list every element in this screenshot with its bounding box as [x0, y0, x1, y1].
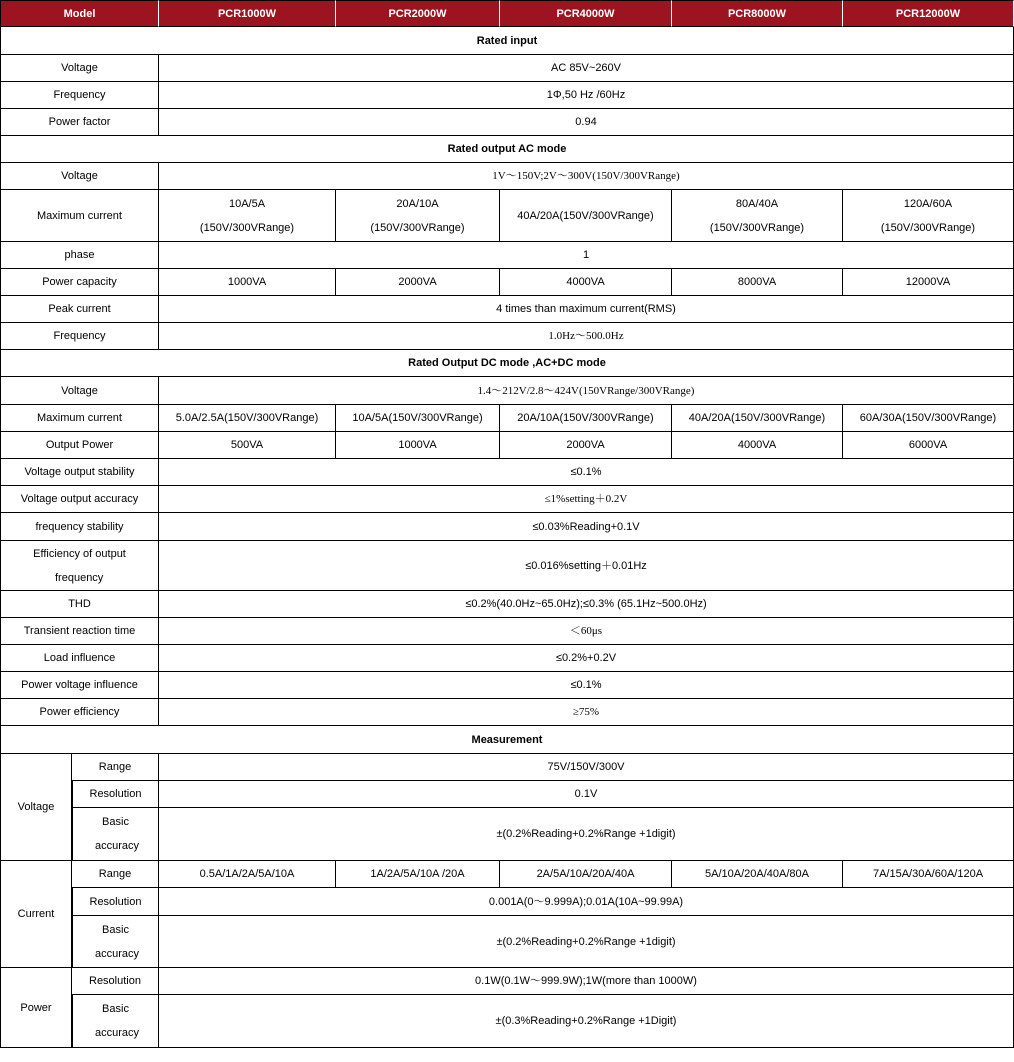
row-label: Voltage: [0, 55, 159, 82]
cell-value: [336, 190, 500, 242]
row-label: [0, 541, 159, 591]
row-label: phase: [0, 242, 159, 269]
row-label: Voltage: [0, 377, 159, 405]
header-model-5: PCR12000W: [843, 0, 1014, 27]
section-measurement: Measurement: [0, 726, 1014, 754]
table-row: [0, 405, 1014, 432]
row-value: 1.4～212V/2.8～424V(150VRange/300VRange): [159, 377, 1014, 405]
table-row: [0, 541, 1014, 591]
cell-line: (150V/300VRange): [199, 221, 295, 234]
cell-value: 7A/15A/30A/60A/120A: [843, 861, 1014, 888]
table-row: [0, 109, 1014, 136]
cell-line: (150V/300VRange): [370, 221, 465, 234]
table-row: [0, 296, 1014, 323]
table-row: [0, 82, 1014, 109]
table-row: [0, 808, 1014, 861]
row-label: Power efficiency: [0, 699, 159, 726]
cell-value: 5A/10A/20A/40A/80A: [672, 861, 843, 888]
group-voltage: Voltage: [0, 754, 72, 861]
table-row: [0, 269, 1014, 296]
table-row: [0, 781, 1014, 808]
row-label: Transient reaction time: [0, 618, 159, 645]
table-row: [0, 432, 1014, 459]
row-value: ≤0.1%: [159, 459, 1014, 486]
table-row: [0, 513, 1014, 541]
sub-label: Resolution: [72, 888, 159, 916]
row-value: ≤1%setting＋0.2V: [159, 486, 1014, 513]
row-label: Maximum current: [0, 190, 159, 242]
table-row: [0, 486, 1014, 513]
cell-line: 10A/5A: [228, 197, 266, 210]
cell-value: 0.5A/1A/2A/5A/10A: [159, 861, 336, 888]
cell-value: 1000VA: [159, 269, 336, 296]
section-rated-input: Rated input: [0, 27, 1014, 55]
row-label: Frequency: [0, 82, 159, 109]
label-line: frequency: [55, 571, 104, 584]
sub-label: Resolution: [72, 968, 159, 995]
row-value: 0.1V: [159, 781, 1014, 808]
cell-line: 120A/60A: [903, 197, 953, 210]
row-value: 1: [159, 242, 1014, 269]
sub-label: Range: [72, 861, 159, 888]
label-line: Basic: [102, 1003, 129, 1015]
table-row: [0, 861, 1014, 888]
row-value: AC 85V~260V: [159, 55, 1014, 82]
cell-line: (150V/300VRange): [709, 221, 805, 234]
row-label: frequency stability: [0, 513, 159, 541]
table-row: [0, 190, 1014, 242]
row-value: ±(0.3%Reading+0.2%Range +1Digit): [159, 995, 1014, 1048]
table-row: [0, 699, 1014, 726]
row-value: ≤0.03%Reading+0.1V: [159, 513, 1014, 541]
cell-value: [843, 190, 1014, 242]
section-row: [0, 350, 1014, 377]
label-line: Efficiency of output: [33, 547, 126, 560]
header-row: [0, 0, 1014, 27]
label-line: accuracy: [95, 1027, 140, 1039]
row-value: 75V/150V/300V: [159, 754, 1014, 781]
group-power: Power: [0, 968, 72, 1048]
cell-value: 2A/5A/10A/20A/40A: [500, 861, 672, 888]
row-value: 1.0Hz～500.0Hz: [159, 323, 1014, 350]
section-ac-mode: Rated output AC mode: [0, 136, 1014, 163]
header-model: Model: [0, 0, 159, 27]
cell-value: 2000VA: [500, 432, 672, 459]
row-label: Voltage output stability: [0, 459, 159, 486]
row-value: 1V～150V;2V～300V(150V/300VRange): [159, 163, 1014, 190]
cell-value: 8000VA: [672, 269, 843, 296]
row-label: Voltage output accuracy: [0, 486, 159, 513]
row-label: Maximum current: [0, 405, 159, 432]
row-value: ±(0.2%Reading+0.2%Range +1digit): [159, 916, 1014, 968]
cell-line: 80A/40A: [735, 197, 779, 210]
cell-value: 1000VA: [336, 432, 500, 459]
table-row: [0, 377, 1014, 405]
row-value: ≤0.2%(40.0Hz~65.0Hz);≤0.3% (65.1Hz~500.0Hz): [159, 591, 1014, 618]
row-value: ≤0.2%+0.2V: [159, 645, 1014, 672]
cell-value: 20A/10A(150V/300VRange): [500, 405, 672, 432]
cell-value: 4000VA: [672, 432, 843, 459]
header-model-3: PCR4000W: [500, 0, 672, 27]
row-value: ±(0.2%Reading+0.2%Range +1digit): [159, 808, 1014, 861]
cell-value: 40A/20A(150V/300VRange): [672, 405, 843, 432]
label-line: Basic: [102, 816, 129, 828]
label-line: accuracy: [95, 840, 140, 852]
sub-label: Range: [72, 754, 159, 781]
table-row: [0, 672, 1014, 699]
cell-value: 6000VA: [843, 432, 1014, 459]
table-row: [0, 55, 1014, 82]
cell-value: 60A/30A(150V/300VRange): [843, 405, 1014, 432]
row-value: 0.1W(0.1W～999.9W);1W(more than 1000W): [159, 968, 1014, 995]
sub-label: [72, 808, 159, 861]
group-current: Current: [0, 861, 72, 968]
table-row: [0, 242, 1014, 269]
section-row: [0, 136, 1014, 163]
row-label: Load influence: [0, 645, 159, 672]
table-row: [0, 645, 1014, 672]
row-value: 0.001A(0～9.999A);0.01A(10A~99.99A): [159, 888, 1014, 916]
table-row: [0, 163, 1014, 190]
row-label: Output Power: [0, 432, 159, 459]
label-line: accuracy: [95, 947, 140, 960]
cell-line: 20A/10A: [396, 197, 439, 210]
header-model-2: PCR2000W: [336, 0, 500, 27]
section-row: [0, 27, 1014, 55]
row-label: Power voltage influence: [0, 672, 159, 699]
header-model-4: PCR8000W: [672, 0, 843, 27]
sub-label: [72, 916, 159, 968]
table-row: [0, 323, 1014, 350]
table-row: [0, 591, 1014, 618]
row-value: 0.94: [159, 109, 1014, 136]
label-line: Basic: [102, 923, 129, 936]
cell-value: 5.0A/2.5A(150V/300VRange): [159, 405, 336, 432]
header-model-1: PCR1000W: [159, 0, 336, 27]
table-row: [0, 995, 1014, 1048]
cell-value: 2000VA: [336, 269, 500, 296]
row-value: 1Φ,50 Hz /60Hz: [159, 82, 1014, 109]
row-label: Frequency: [0, 323, 159, 350]
cell-value: 4000VA: [500, 269, 672, 296]
row-value: ≥75%: [159, 699, 1014, 726]
row-label: Peak current: [0, 296, 159, 323]
section-dc-mode: Rated Output DC mode ,AC+DC mode: [0, 350, 1014, 377]
sub-label: Resolution: [72, 781, 159, 808]
row-label: Power capacity: [0, 269, 159, 296]
table-row: [0, 618, 1014, 645]
cell-value: [159, 190, 336, 242]
cell-value: 10A/5A(150V/300VRange): [336, 405, 500, 432]
cell-value: 12000VA: [843, 269, 1014, 296]
row-label: THD: [0, 591, 159, 618]
cell-value: 1A/2A/5A/10A /20A: [336, 861, 500, 888]
table-row: [0, 968, 1014, 995]
row-value: ≤0.1%: [159, 672, 1014, 699]
cell-line: (150V/300VRange): [880, 221, 976, 234]
row-label: Power factor: [0, 109, 159, 136]
table-row: [0, 916, 1014, 968]
table-row: [0, 459, 1014, 486]
row-label: Voltage: [0, 163, 159, 190]
row-value: 4 times than maximum current(RMS): [159, 296, 1014, 323]
table-row: [0, 754, 1014, 781]
cell-value: 40A/20A(150V/300VRange): [500, 190, 672, 242]
sub-label: [72, 995, 159, 1048]
cell-value: [672, 190, 843, 242]
table-row: [0, 888, 1014, 916]
row-value: ≤0.016%setting＋0.01Hz: [159, 541, 1014, 591]
cell-value: 500VA: [159, 432, 336, 459]
row-value: ＜60μs: [159, 618, 1014, 645]
section-row: [0, 726, 1014, 754]
